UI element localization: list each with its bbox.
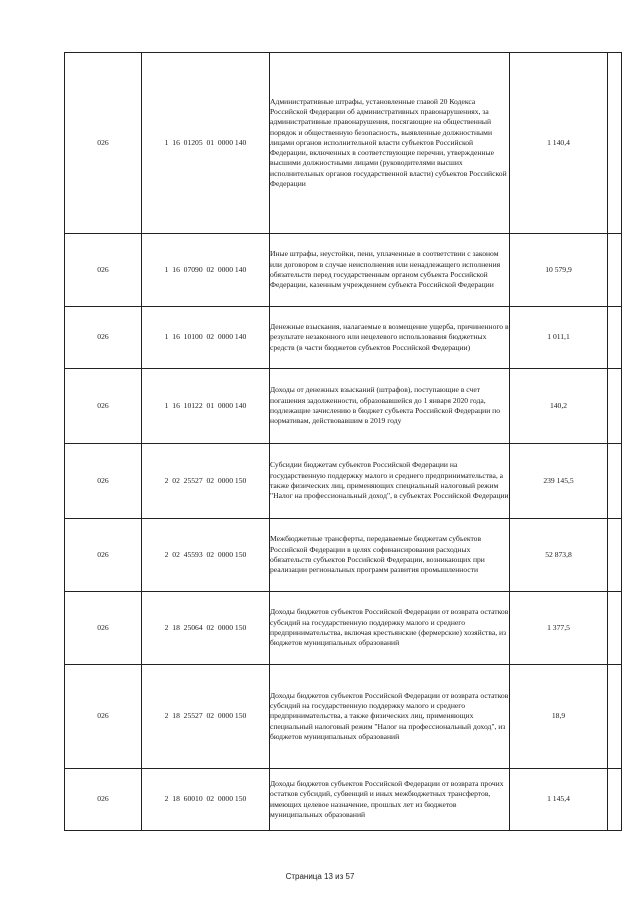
table-row [65,53,622,234]
budget-code: 2 02 25527 02 0000 150 [164,475,247,485]
empty-cell [608,307,622,369]
table-row [65,369,622,444]
amount-cell: 239 145,5 [510,444,608,519]
budget-code-cell [142,307,270,369]
admin-code-cell: 026 [65,769,142,831]
budget-revenue-table [64,52,622,831]
table-row [65,769,622,831]
budget-code: 1 16 10122 01 0000 140 [164,400,247,410]
table-row [65,307,622,369]
budget-code: 2 18 60010 02 0000 150 [164,794,247,804]
budget-code-cell [142,53,270,234]
budget-code: 1 16 10100 02 0000 140 [164,332,247,342]
budget-code: 2 02 45593 02 0000 150 [164,549,247,559]
income-name-cell: Доходы бюджетов субъектов Российской Федерации от возврата остатков субсидий на государственную поддержку малого и среднего предпринимательства, включая крестьянские (фермерские) хозяйства, из бюджетов муниципальных образований [270,592,510,665]
empty-cell [608,769,622,831]
admin-code-cell: 026 [65,519,142,592]
budget-code-cell [142,519,270,592]
empty-cell [608,369,622,444]
admin-code-cell: 026 [65,234,142,307]
budget-code-cell [142,769,270,831]
budget-code-cell [142,592,270,665]
table-row [65,444,622,519]
budget-code-cell [142,234,270,307]
income-name-cell: Субсидии бюджетам субъектов Российской Федерации на государственную поддержку малого и среднего предпринимательства, а также физических лиц, применяющих специальный налоговый режим "Налог на профессиональный доход", в субъектах Российской Федерации [270,444,510,519]
income-name-cell: Доходы бюджетов субъектов Российской Федерации от возврата прочих остатков субсидий, субвенций и иных межбюджетных трансфертов, имеющих целевое назначение, прошлых лет из бюджетов муниципальных образований [270,769,510,831]
table-body [65,53,622,831]
empty-cell [608,665,622,769]
budget-code: 2 18 25527 02 0000 150 [164,711,247,721]
admin-code-cell: 026 [65,444,142,519]
table-row [65,592,622,665]
amount-cell: 52 873,8 [510,519,608,592]
budget-code-cell [142,444,270,519]
amount-cell: 1 145,4 [510,769,608,831]
empty-cell [608,444,622,519]
amount-cell: 1 377,5 [510,592,608,665]
income-name-cell: Доходы от денежных взысканий (штрафов), поступающие в счет погашения задолженности, образовавшейся до 1 января 2020 года, подлежащие зачислению в бюджет субъекта Российской Федерации по нормативам, действовавшим в 2019 году [270,369,510,444]
budget-code-cell [142,665,270,769]
page-number: Страница 13 из 57 [285,872,355,881]
income-name-cell: Административные штрафы, установленные главой 20 Кодекса Российской Федерации об административных правонарушениях, за административные правонарушения, посягающие на общественный порядок и общественную безопасность, выявленные должностными лицами органов исполнительной власти субъектов Российской Федерации, включенных в соответствующие перечни, утвержденные высшими должностными лицами (руководителями высших исполнительных органов государственной власти) субъектов Российской Федерации [270,53,510,234]
amount-cell: 1 011,1 [510,307,608,369]
amount-cell: 140,2 [510,369,608,444]
income-name-cell: Денежные взыскания, налагаемые в возмещение ущерба, причиненного в результате незаконного или нецелевого использования бюджетных средств (в части бюджетов субъектов Российской Федерации) [270,307,510,369]
empty-cell [608,234,622,307]
admin-code-cell: 026 [65,307,142,369]
empty-cell [608,592,622,665]
table-row [65,665,622,769]
income-name-cell: Иные штрафы, неустойки, пени, уплаченные в соответствии с законом или договором в случае неисполнения или ненадлежащего исполнения обязательств перед государственным органом субъекта Российской Федерации, казенным учреждением субъекта Российской Федерации [270,234,510,307]
admin-code-cell: 026 [65,592,142,665]
income-name-cell: Межбюджетные трансферты, передаваемые бюджетам субъектов Российской Федерации в целях софинансирования расходных обязательств субъектов Российской Федерации, возникающих при реализации региональных программ развития промышленности [270,519,510,592]
amount-cell: 10 579,9 [510,234,608,307]
amount-cell: 1 140,4 [510,53,608,234]
admin-code-cell: 026 [65,665,142,769]
admin-code-cell: 026 [65,369,142,444]
empty-cell [608,53,622,234]
table-row [65,234,622,307]
income-name-cell: Доходы бюджетов субъектов Российской Федерации от возврата остатков субсидий на государственную поддержку малого и среднего предпринимательства, а также физических лиц, применяющих специальный налоговый режим "Налог на профессиональный доход", из бюджетов муниципальных образований [270,665,510,769]
table-row [65,519,622,592]
empty-cell [608,519,622,592]
admin-code-cell: 026 [65,53,142,234]
budget-code: 1 16 07090 02 0000 140 [164,264,247,274]
budget-code: 2 18 25064 02 0000 150 [164,622,247,632]
budget-code: 1 16 01205 01 0000 140 [164,137,247,147]
amount-cell: 18,9 [510,665,608,769]
budget-code-cell [142,369,270,444]
